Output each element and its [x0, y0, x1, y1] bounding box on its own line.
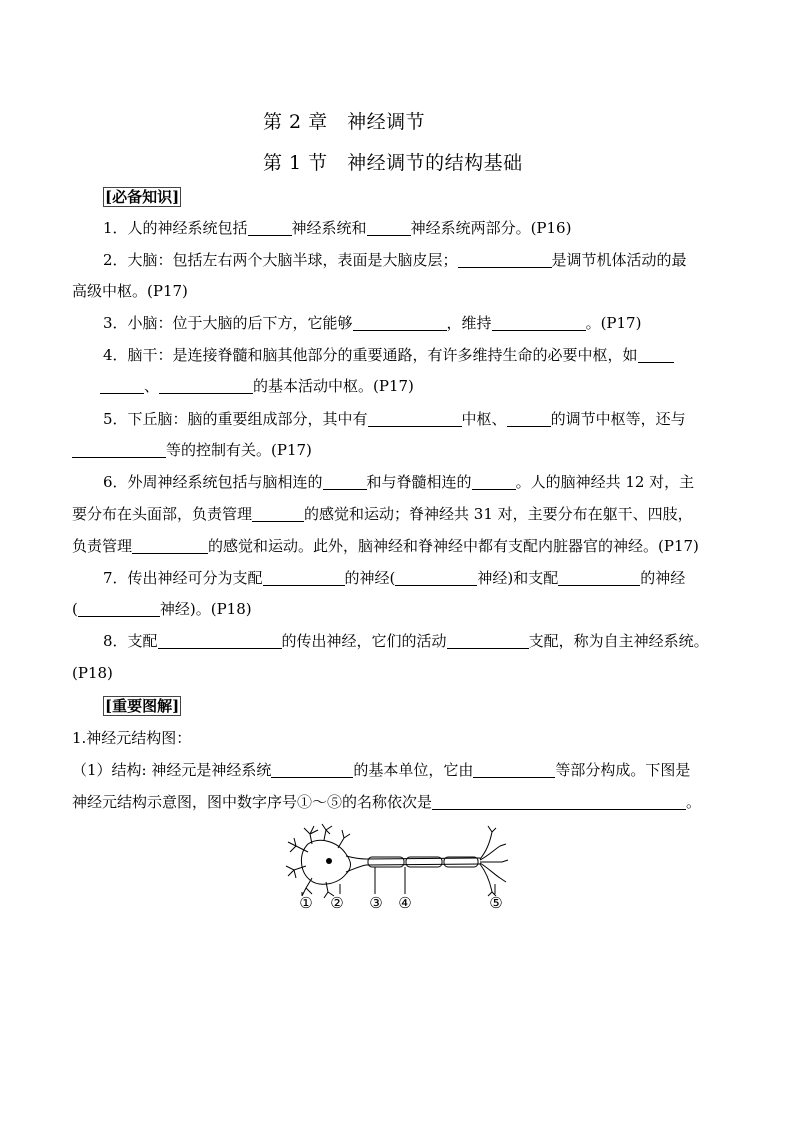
- q6-blank-1[interactable]: [323, 474, 367, 490]
- knowledge-tag: [103, 186, 181, 207]
- question-6-line-2: [72, 504, 724, 524]
- q2-blank-1[interactable]: [458, 252, 552, 268]
- q1-text-1: 1．人的神经系统包括: [103, 219, 248, 237]
- question-5-line-1: [72, 409, 724, 429]
- question-7-line-2: [72, 599, 724, 619]
- q2-text-1: 2．大脑：包括左右两个大脑半球，表面是大脑皮层；: [103, 251, 458, 269]
- dendrite-4: [286, 866, 306, 878]
- question-8-line-1: [72, 631, 724, 651]
- diagram-tag-text: [重要图解]: [105, 697, 180, 715]
- neuron-blank-1[interactable]: [271, 762, 353, 778]
- q1-blank-2[interactable]: [367, 220, 411, 236]
- question-7-line-1: [72, 568, 724, 588]
- q6-text-6: 负责管理: [72, 537, 133, 555]
- neuron-text-3: 等部分构成。下图是: [555, 761, 691, 779]
- q6-blank-3[interactable]: [252, 506, 304, 522]
- question-6-line-1: [72, 472, 724, 492]
- q7-text-3: 神经)和支配: [477, 569, 559, 587]
- neuron-blank-2[interactable]: [473, 762, 555, 778]
- q8-text-3: 支配，称为自主神经系统。: [528, 632, 709, 650]
- q7-blank-3[interactable]: [558, 570, 640, 586]
- q6-text-5: 的感觉和运动；脊神经共 31 对，主要分布在躯干、四肢，: [304, 505, 693, 523]
- q6-text-4: 要分布在头面部，负责管理: [72, 505, 253, 523]
- nucleus: [326, 858, 332, 864]
- q5-blank-1[interactable]: [368, 411, 462, 427]
- dendrite-7: [338, 830, 350, 848]
- question-3: [72, 313, 724, 333]
- q6-blank-4[interactable]: [132, 538, 208, 554]
- diagram-tag: [103, 695, 181, 716]
- q5-blank-3[interactable]: [72, 442, 166, 458]
- neuron-text-1: （1）结构: 神经元是神经系统: [72, 761, 272, 779]
- q7-text-1: 7．传出神经可分为支配: [103, 569, 263, 587]
- chapter-title: 第 2 章 神经调节: [263, 111, 426, 133]
- q3-blank-2[interactable]: [492, 315, 586, 331]
- cell-body-outline: [301, 840, 350, 884]
- neuron-heading: 1.神经元结构图：: [72, 729, 192, 747]
- q8-blank-1[interactable]: [158, 633, 282, 649]
- q6-blank-2[interactable]: [472, 474, 516, 490]
- q5-text-2: 中枢、: [461, 410, 507, 428]
- q4-blank-1a[interactable]: [638, 347, 674, 363]
- q5-text-4: 等的控制有关。(P17): [166, 441, 312, 459]
- q4-blank-1b[interactable]: [100, 378, 144, 394]
- q4-text-1: 4．脑干：是连接脊髓和脑其他部分的重要通路，有许多维持生命的必要中枢，如: [103, 346, 638, 364]
- q1-blank-1[interactable]: [248, 220, 292, 236]
- question-6-line-3: [72, 536, 724, 556]
- q4-text-3: 的基本活动中枢。(P17): [253, 377, 414, 395]
- q8-text-2: 的传出神经，它们的活动: [281, 632, 447, 650]
- axon-bottom: [346, 864, 480, 872]
- section-title: 第 1 节 神经调节的结构基础: [263, 152, 523, 174]
- label-4: ④: [398, 894, 412, 912]
- q8-text-1: 8．支配: [103, 632, 158, 650]
- q4-text-2: 、: [144, 377, 160, 395]
- q8-blank-2[interactable]: [447, 633, 529, 649]
- q7-blank-4[interactable]: [78, 601, 160, 617]
- question-5-line-2: [72, 440, 724, 460]
- neuron-drawing: [286, 824, 508, 898]
- terminal-3: [480, 860, 508, 862]
- q1-text-3: 神经系统两部分。(P16): [410, 219, 572, 237]
- q7-blank-1[interactable]: [263, 570, 345, 586]
- q5-text-1: 5．下丘脑：脑的重要组成部分，其中有: [103, 410, 368, 428]
- neuron-diagram: [280, 822, 516, 914]
- q7-text-4: 的神经: [640, 569, 686, 587]
- neuron-blank-3[interactable]: [432, 794, 686, 810]
- q5-blank-2[interactable]: [507, 411, 551, 427]
- dendrite-2: [322, 824, 332, 840]
- neuron-text-5: 。: [686, 793, 702, 811]
- label-5: ⑤: [489, 894, 503, 912]
- question-4-line-1: [72, 345, 724, 365]
- question-2-line-2: 高级中枢。(P17): [72, 282, 188, 300]
- label-3: ③: [369, 894, 383, 912]
- knowledge-tag-text: [必备知识]: [105, 188, 180, 206]
- q6-text-7: 的感觉和运动。此外，脑神经和脊神经中都有支配内脏器官的神经。(P17): [208, 537, 699, 555]
- neuron-question-line-2: [72, 792, 724, 812]
- q4-blank-2[interactable]: [159, 378, 253, 394]
- q1-text-2: 神经系统和: [291, 219, 367, 237]
- question-4-line-2: [72, 376, 724, 396]
- q2-text-2: 是调节机体活动的最: [551, 251, 687, 269]
- q5-text-3: 的调节中枢等，还与: [550, 410, 686, 428]
- q7-text-2: 的神经(: [344, 569, 396, 587]
- q7-blank-2[interactable]: [395, 570, 477, 586]
- terminal-1: [480, 826, 496, 859]
- question-8-line-2: (P18): [72, 664, 113, 682]
- q6-text-2: 和与脊髓相连的: [366, 473, 472, 491]
- label-1: ①: [299, 894, 313, 912]
- terminal-4: [480, 863, 506, 882]
- q3-text-3: 。(P17): [585, 314, 642, 332]
- q7-text-6: 神经)。(P18): [159, 600, 252, 618]
- question-1: [72, 218, 724, 238]
- q3-text-1: 3．小脑：位于大脑的后下方，它能够: [103, 314, 353, 332]
- q7-text-5: (: [72, 600, 78, 618]
- q6-text-3: 。人的脑神经共 12 对，主: [515, 473, 695, 491]
- q3-text-2: ，维持: [446, 314, 492, 332]
- dendrite-1: [304, 826, 318, 844]
- label-2: ②: [330, 894, 344, 912]
- dendrite-3: [288, 838, 308, 852]
- terminal-2: [480, 844, 506, 860]
- q3-blank-1[interactable]: [353, 315, 447, 331]
- neuron-text-2: 的基本单位，它由: [353, 761, 474, 779]
- neuron-question-line-1: [72, 760, 724, 780]
- neuron-text-4: 神经元结构示意图，图中数字序号①～⑤的名称依次是: [72, 793, 433, 811]
- q6-text-1: 6．外周神经系统包括与脑相连的: [103, 473, 323, 491]
- question-2-line-1: [72, 250, 724, 270]
